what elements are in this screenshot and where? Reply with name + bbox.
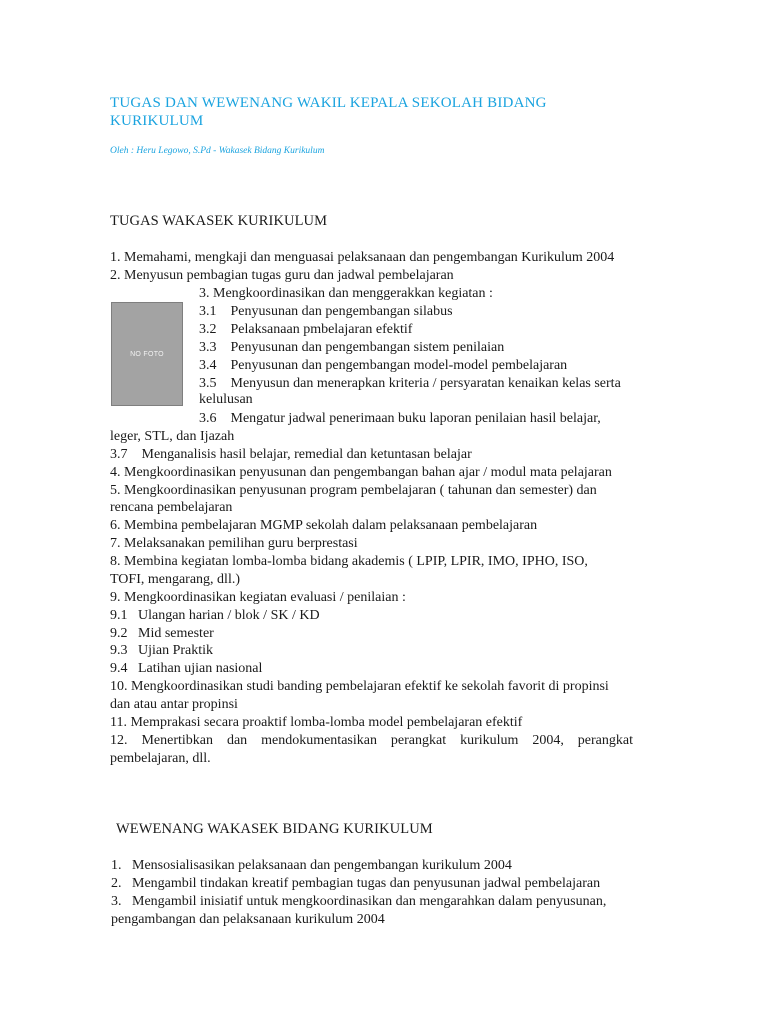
tugas-subline: 3.1 Penyusunan dan pengembangan silabus — [199, 304, 453, 319]
tugas-line: 11. Memprakasi secara proaktif lomba-lomba model pembelajaran efektif — [110, 715, 523, 730]
tugas-line: 4. Mengkoordinasikan penyusunan dan pengembangan bahan ajar / modul mata pelajaran — [110, 465, 612, 480]
tugas-line: 7. Melaksanakan pemilihan guru berprestasi — [110, 536, 358, 551]
tugas-subline: 9.1 Ulangan harian / blok / SK / KD — [110, 608, 320, 623]
tugas-subline: 3.5 Menyusun dan menerapkan kriteria / persyaratan kenaikan kelas serta — [199, 376, 621, 391]
section-heading-tugas: TUGAS WAKASEK KURIKULUM — [110, 213, 328, 229]
tugas-line: 9. Mengkoordinasikan kegiatan evaluasi / penilaian : — [110, 590, 406, 605]
section-heading-wewenang: WEWENANG WAKASEK BIDANG KURIKULUM — [116, 821, 433, 837]
tugas-line: 12. Menertibkan dan mendokumentasikan perangkat kurikulum 2004, perangkat — [110, 733, 633, 748]
photo-placeholder-label: NO FOTO — [130, 350, 164, 358]
tugas-line: dan atau antar propinsi — [110, 697, 238, 712]
tugas-line: 1. Memahami, mengkaji dan menguasai pelaksanaan dan pengembangan Kurikulum 2004 — [110, 250, 615, 265]
tugas-line: 2. Menyusun pembagian tugas guru dan jadwal pembelajaran — [110, 268, 454, 283]
tugas-line: 10. Mengkoordinasikan studi banding pembelajaran efektif ke sekolah favorit di propinsi — [110, 679, 609, 694]
photo-placeholder — [111, 302, 183, 406]
tugas-subline: 9.4 Latihan ujian nasional — [110, 661, 263, 676]
tugas-subline: 3.6 Mengatur jadwal penerimaan buku laporan penilaian hasil belajar, — [199, 411, 601, 426]
tugas-subline: 3.2 Pelaksanaan pmbelajaran efektif — [199, 322, 413, 337]
tugas-subline: 9.3 Ujian Praktik — [110, 643, 214, 658]
wewenang-line: pengambangan dan pelaksanaan kurikulum 2004 — [111, 912, 385, 927]
tugas-line: rencana pembelajaran — [110, 500, 233, 515]
tugas-subline: kelulusan — [199, 392, 253, 407]
tugas-line: 3. Mengkoordinasikan dan menggerakkan kegiatan : — [199, 286, 493, 301]
wewenang-line: 2. Mengambil tindakan kreatif pembagian tugas dan penyusunan jadwal pembelajaran — [111, 876, 601, 891]
tugas-subline: 9.2 Mid semester — [110, 626, 214, 641]
wewenang-line: 3. Mengambil inisiatif untuk mengkoordinasikan dan mengarahkan dalam penyusunan, — [111, 894, 607, 909]
wewenang-line: 1. Mensosialisasikan pelaksanaan dan pengembangan kurikulum 2004 — [111, 858, 512, 873]
tugas-line: 8. Membina kegiatan lomba-lomba bidang akademis ( LPIP, LPIR, IMO, IPHO, ISO, — [110, 554, 588, 569]
tugas-line: pembelajaran, dll. — [110, 751, 211, 766]
tugas-subline: leger, STL, dan Ijazah — [110, 429, 235, 444]
tugas-line: TOFI, mengarang, dll.) — [110, 572, 240, 587]
tugas-subline: 3.7 Menganalisis hasil belajar, remedial dan ketuntasan belajar — [110, 447, 472, 462]
document-title: TUGAS DAN WEWENANG WAKIL KEPALA SEKOLAH BIDANG KURIKULUM — [110, 95, 547, 129]
tugas-line: 5. Mengkoordinasikan penyusunan program pembelajaran ( tahunan dan semester) dan — [110, 483, 597, 498]
author-byline: Oleh : Heru Legowo, S.Pd - Wakasek Bidang Kurikulum — [110, 146, 325, 156]
tugas-subline: 3.4 Penyusunan dan pengembangan model-model pembelajaran — [199, 358, 568, 373]
tugas-line: 6. Membina pembelajaran MGMP sekolah dalam pelaksanaan pembelajaran — [110, 518, 538, 533]
tugas-subline: 3.3 Penyusunan dan pengembangan sistem penilaian — [199, 340, 505, 355]
